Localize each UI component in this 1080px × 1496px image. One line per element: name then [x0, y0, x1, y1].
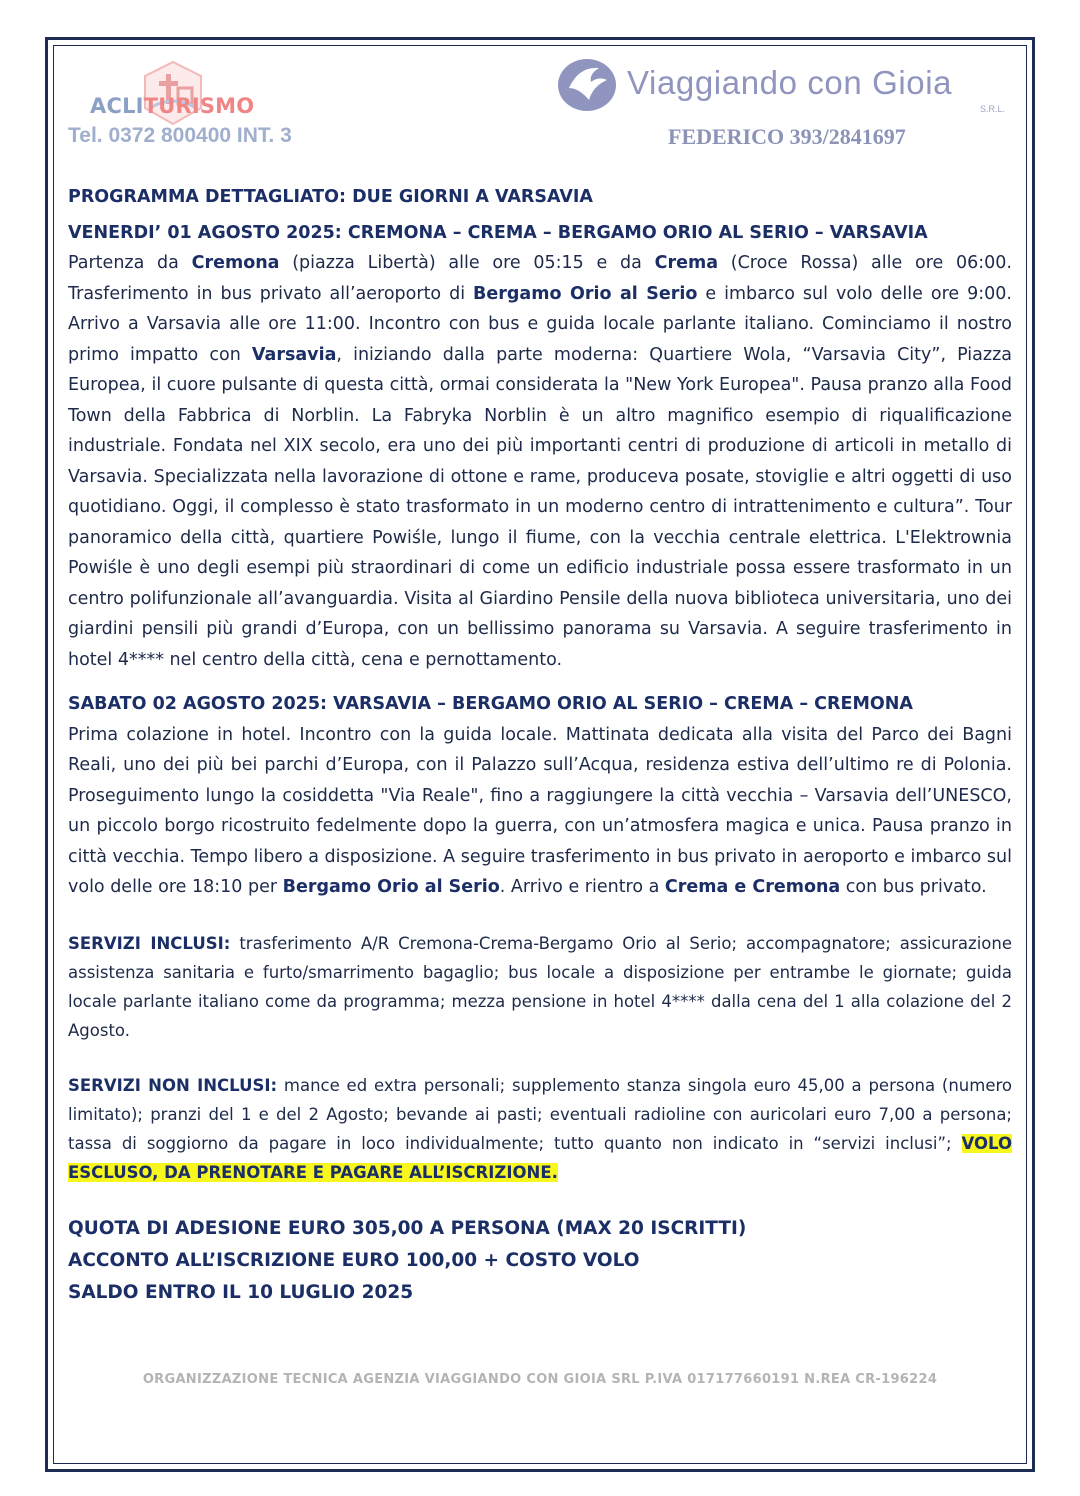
price-quota: QUOTA DI ADESIONE EURO 305,00 A PERSONA (MAX 20 ISCRITTI)	[68, 1217, 747, 1239]
day1-paragraph	[68, 248, 1012, 675]
day2-heading: SABATO 02 AGOSTO 2025: VARSAVIA – BERGAMO ORIO AL SERIO – CREMA – CREMONA	[68, 694, 913, 714]
day1-text-3: (Croce Rossa) alle ore 06:00. Trasferimento in bus privato all’aeroporto di	[68, 253, 1012, 304]
day2-paragraph	[68, 720, 1012, 903]
acli-name	[90, 94, 254, 118]
day1-text-1: Partenza da	[68, 253, 192, 273]
document-body	[68, 182, 1012, 1309]
day2-bold-crema-cremona: Crema e Cremona	[664, 877, 841, 897]
day2-text-2: . Arrivo e rientro a	[499, 877, 665, 897]
letterhead	[0, 0, 1080, 170]
day1-text-4: e imbarco sul volo delle ore 9:00. Arrivo a Varsavia alle ore 11:00. Incontro con bus e guida locale parlante italiano. Cominciamo il nostro primo impatto con	[68, 283, 1012, 365]
brand-suffix: S.R.L.	[980, 104, 1006, 114]
day2-text-1: Prima colazione in hotel. Incontro con la guida locale. Mattinata dedicata alla visita del Parco dei Bagni Reali, uno dei più bei parchi d’Europa, con il Palazzo sull’Acqua, residenza estiva dell’ultimo re di Polonia. Proseguimento lungo la cosiddetta "Via Reale", fino a raggiungere la città vecchia – Varsavia dell’UNESCO, un piccolo borgo ricostruito fedelmente dopo la guerra, con un’atmosfera magica e unica. Pausa pranzo in città vecchia. Tempo libero a disposizione. A seguire trasferimento in bus privato in aeroporto e imbarco sul volo delle ore 18:10 per	[68, 724, 1012, 897]
services-included	[68, 929, 1012, 1045]
services-included-text: trasferimento A/R Cremona-Crema-Bergamo Orio al Serio; accompagnatore; assicurazione assistenza sanitaria e furto/smarrimento bagaglio; bus locale a disposizione per entrambe le giornate; guida locale parlante italiano come da programma; mezza pensione in hotel 4**** dalla cena del 1 alla colazione del 2 Agosto.	[68, 933, 1012, 1040]
day1-bold-cremona: Cremona	[191, 253, 280, 273]
viaggiando-logo-icon	[557, 58, 617, 112]
flight-excluded-highlight: VOLO ESCLUSO, DA PRENOTARE E PAGARE ALL’ISCRIZIONE.	[68, 1133, 1012, 1182]
acli-name-part2: TURISMO	[143, 94, 255, 118]
day1-bold-varsavia: Varsavia	[251, 344, 337, 365]
services-included-label: SERVIZI INCLUSI:	[68, 933, 231, 953]
price-saldo: SALDO ENTRO IL 10 LUGLIO 2025	[68, 1281, 414, 1303]
program-title: PROGRAMMA DETTAGLIATO: DUE GIORNI A VARSAVIA	[68, 187, 593, 207]
price-acconto: ACCONTO ALL’ISCRIZIONE EURO 100,00 + COSTO VOLO	[68, 1249, 640, 1271]
day1-text-5: , iniziando dalla parte moderna: Quartiere Wola, “Varsavia City”, Piazza Europea, il cuore pulsante di questa città, ormai considerata la "New York Europea". Pausa pranzo alla Food Town della Fabbrica di Norblin. La Fabryka Norblin è un altro magnifico esempio di riqualificazione industriale. Fondata nel XIX secolo, era uno dei più importanti centri di produzione di articoli in metallo di Varsavia. Specializzata nella lavorazione di ottone e rame, produceva posate, stoviglie e altri oggetti di uso quotidiano. Oggi, il complesso è stato trasformato in un moderno centro di intrattenimento e cultura”. Tour panoramico della città, quartiere Powiśle, lungo il fiume, con la vecchia centrale elettrica. L'Elektrownia Powiśle è uno degli esempi più straordinari di come un edificio industriale possa essere trasformato in un centro polifunzionale all’avanguardia. Visita al Giardino Pensile della nuova biblioteca universitaria, uno dei giardini pensili più grandi d’Europa, con un bellissimo panorama su Varsavia. A seguire trasferimento in hotel 4**** nel centro della città, cena e pernottamento.	[68, 344, 1012, 670]
acli-name-part1: ACLI	[90, 94, 144, 118]
brand-contact: FEDERICO 393/2841697	[668, 124, 906, 149]
day2-text-3: con bus privato.	[840, 877, 987, 897]
services-excluded	[68, 1071, 1012, 1187]
day1-heading: VENERDI’ 01 AGOSTO 2025: CREMONA – CREMA – BERGAMO ORIO AL SERIO – VARSAVIA	[68, 222, 928, 243]
day1-bold-crema: Crema	[654, 253, 719, 273]
footer-organization: ORGANIZZAZIONE TECNICA AGENZIA VIAGGIANDO CON GIOIA SRL P.IVA 017177660191 N.REA CR-196224	[142, 1372, 938, 1387]
day1-bold-bergamo: Bergamo Orio al Serio	[473, 283, 698, 304]
services-excluded-text: mance ed extra personali; supplemento stanza singola euro 45,00 a persona (numero limitato); pranzi del 1 e del 2 Agosto; bevande ai pasti; eventuali radioline con auricolari euro 7,00 a persona; tassa di soggiorno da pagare in loco individualmente; tutto quanto non indicato in “servizi inclusi”;	[68, 1075, 1012, 1153]
brand-name: Viaggiando con Gioia	[627, 64, 953, 101]
day1-text-2: (piazza Libertà) alle ore 05:15 e da	[279, 253, 655, 273]
services-excluded-label: SERVIZI NON INCLUSI:	[68, 1075, 278, 1095]
day2-bold-bergamo: Bergamo Orio al Serio	[282, 877, 500, 897]
acli-phone: Tel. 0372 800400 INT. 3	[68, 124, 292, 147]
